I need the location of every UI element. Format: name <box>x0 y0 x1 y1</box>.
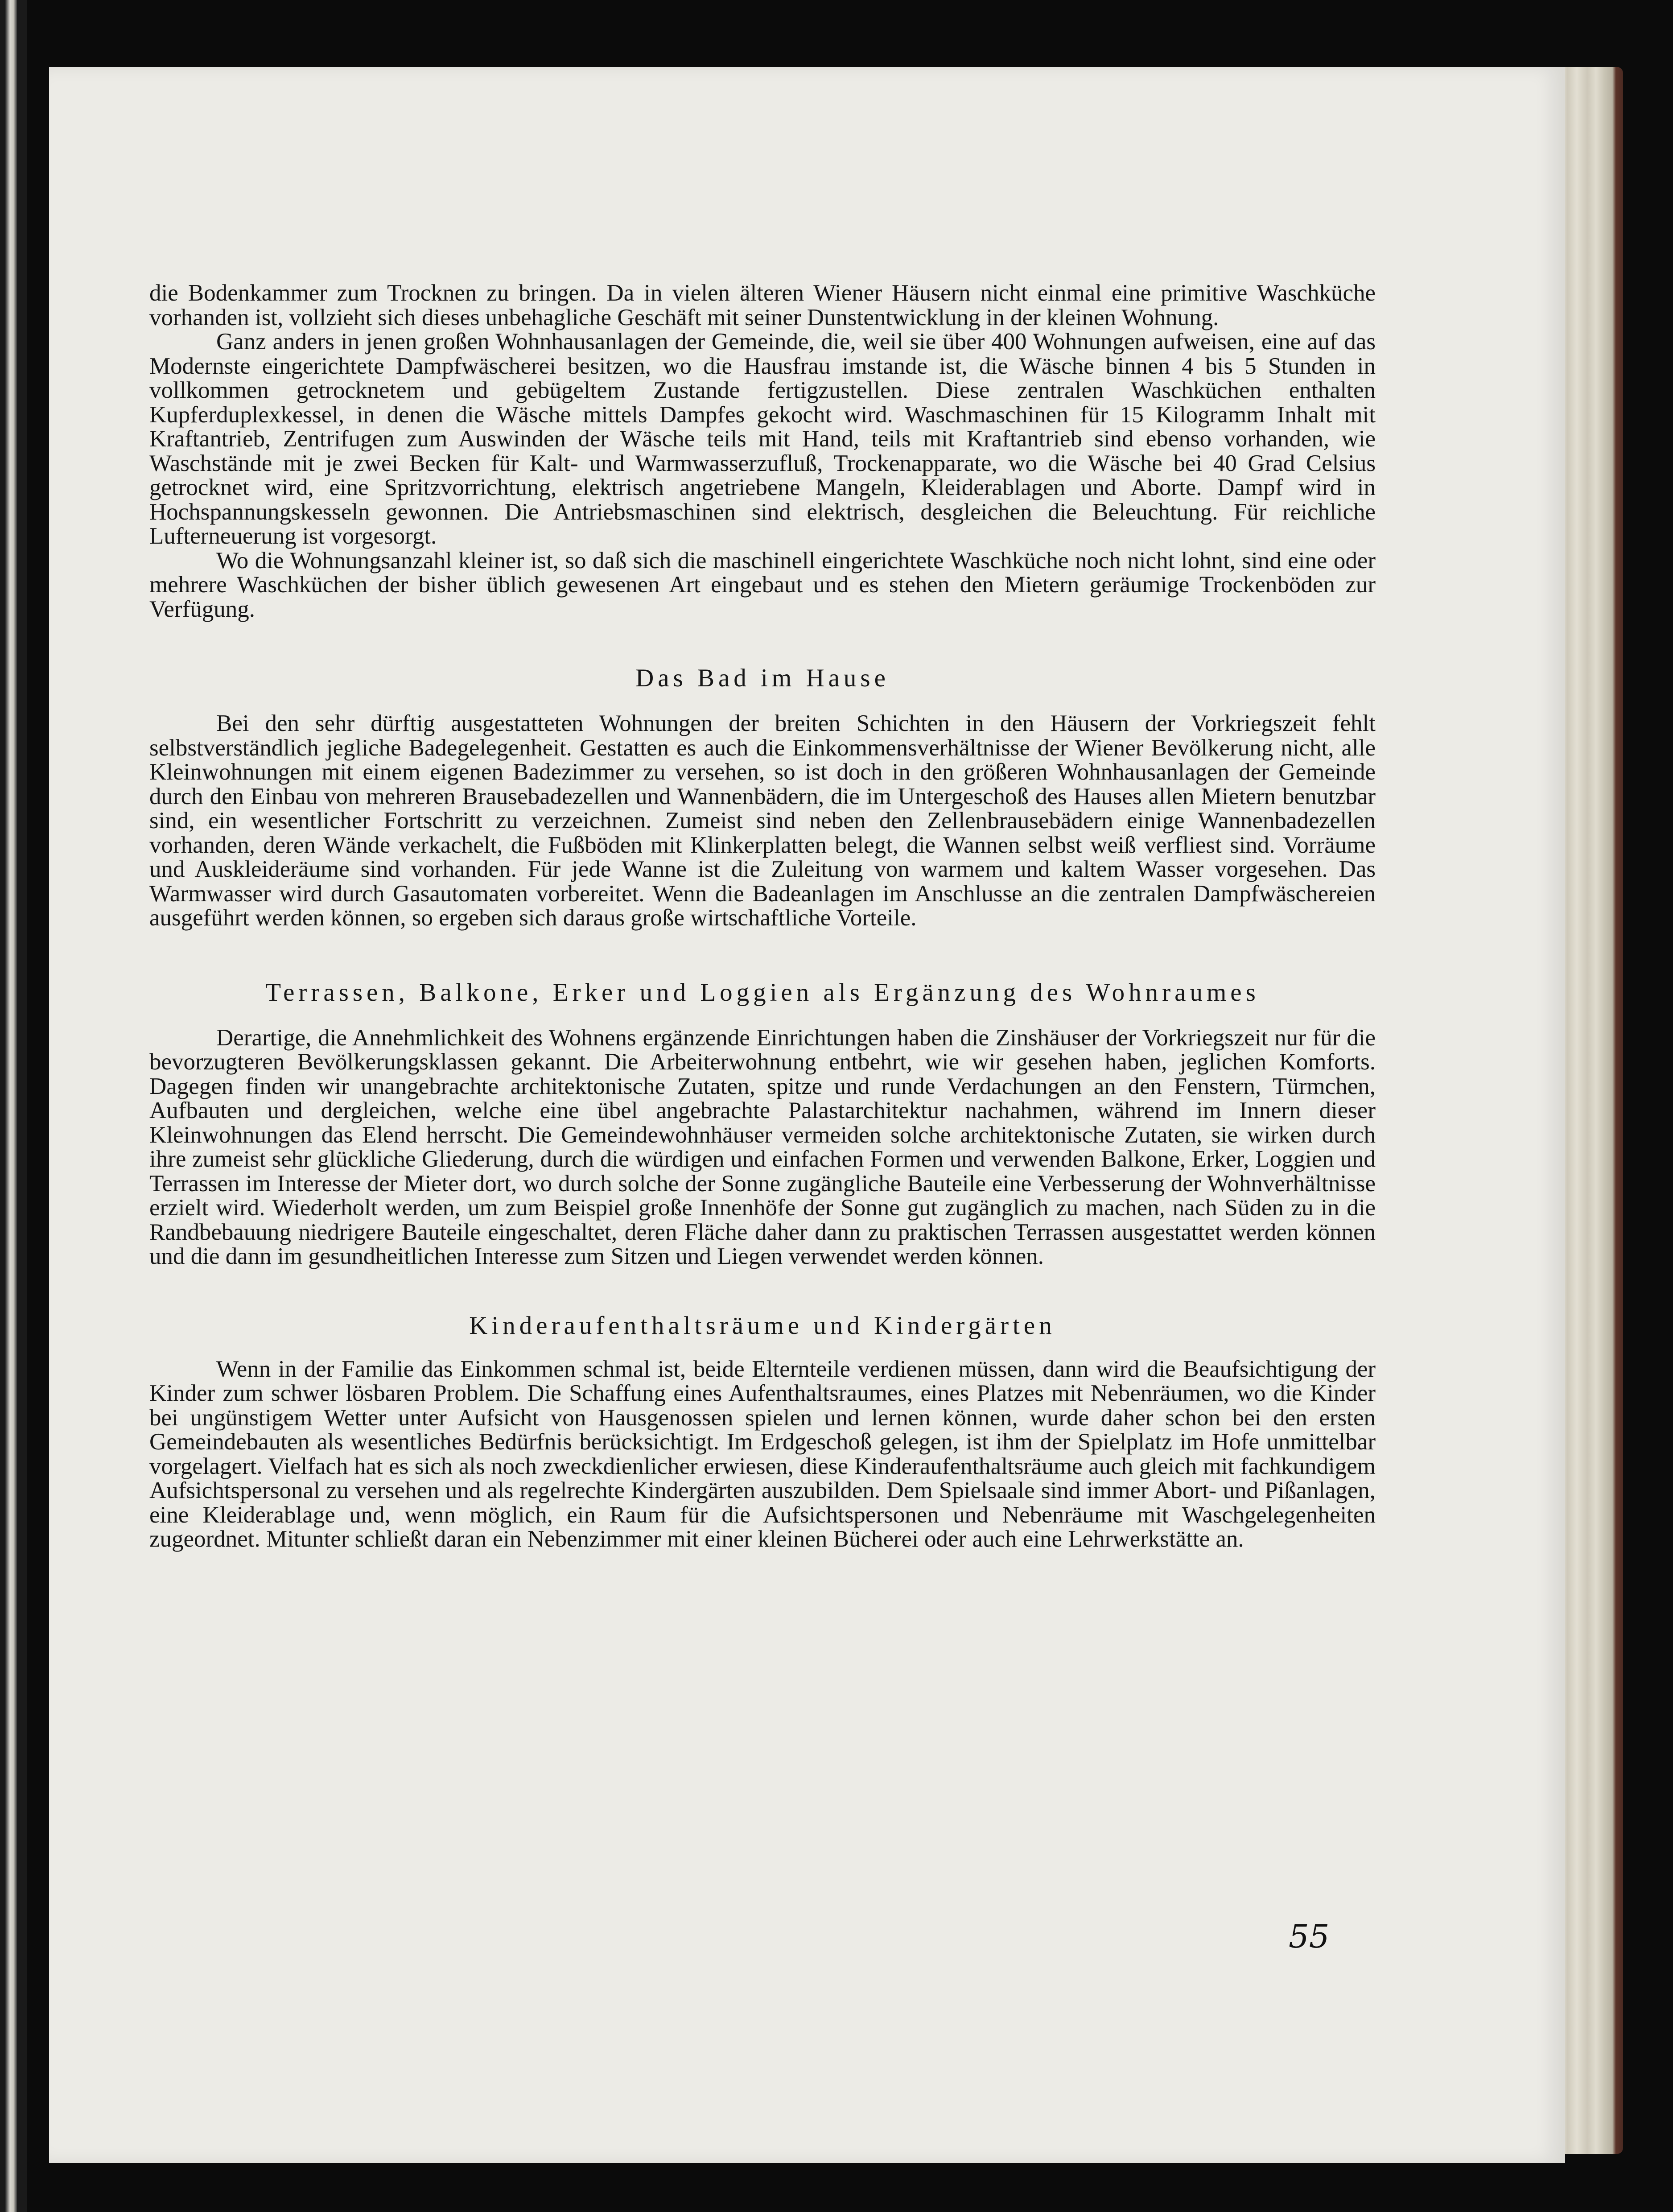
paragraph-kinder: Wenn in der Familie das Einkommen schmal ist, beide Elternteile verdienen müssen, dann wird die Beaufsichtigung der Kinder zum schwer lösbaren Problem. Die Schaffung eines Aufenthaltsraumes, eines Platzes mit Nebenräumen, wo die Kinder bei ungünstigem Wetter unter Aufsicht von Hausgenossen spielen und lernen können, wurde daher schon bei den ersten Gemeindebauten als wesentliches Bedürfnis berücksichtigt. Im Erdgeschoß gelegen, ist ihm der Spielplatz im Hofe unmittelbar vorgelagert. Vielfach hat es sich als noch zweckdienlicher erwiesen, diese Kinderaufenthaltsräume auch gleich mit fachkundigem Aufsichtspersonal zu versehen und als regelrechte Kindergärten auszubilden. Dem Spielsaale sind immer Abort- und Pißanlagen, eine Kleiderablage und, wenn möglich, ein Raum für die Aufsichtspersonen und Nebenräume mit Waschgelegenheiten zugeordnet. Mitunter schließt daran ein Nebenzimmer mit einer kleinen Bücherei oder auch eine Lehrwerkstätte an. <box>149 1356 1376 1552</box>
intro-paragraph-2: Ganz anders in jenen großen Wohnhausanlagen der Gemeinde, die, weil sie über 400 Wohnungen aufweisen, eine auf das Modernste eingerichtete Dampfwäscherei besitzen, wo die Hausfrau imstande ist, die Wäsche binnen 4 bis 5 Stunden in vollkommen getrocknetem und gebügeltem Zustande fertigzustellen. Diese zentralen Waschküchen enthalten Kupferduplexkessel, in denen die Wäsche mittels Dampfes gekocht wird. Waschmaschinen für 15 Kilogramm Inhalt mit Kraftantrieb, Zentrifugen zum Auswinden der Wäsche teils mit Hand, teils mit Kraftantrieb sind ebenso vorhanden, wie Waschstände mit je zwei Becken für Kalt- und Warmwasserzufluß, Trockenapparate, wo die Wäsche bei 40 Grad Celsius getrocknet wird, eine Spritzvorrichtung, elektrisch angetriebene Mangeln, Kleiderablagen und Aborte. Dampf wird in Hochspannungskesseln gewonnen. Die Antriebsmaschinen sind elektrisch, desgleichen die Beleuchtung. Für reichliche Lufterneuerung ist vorgesorgt. <box>149 329 1376 549</box>
page-text-block <box>149 281 1376 1552</box>
book-page <box>49 67 1565 2163</box>
intro-paragraph-1: die Bodenkammer zum Trocknen zu bringen. Da in vielen älteren Wiener Häusern nicht einmal eine primitive Waschküche vorhanden ist, vollzieht sich dieses unbehagliche Geschäft mit seiner Dunstentwicklung in der kleinen Wohnung. <box>149 280 1376 330</box>
paragraph-bad: Bei den sehr dürftig ausgestatteten Wohnungen der breiten Schichten in den Häusern der Vorkriegszeit fehlt selbstverständlich jegliche Badegelegenheit. Gestatten es auch die Einkommensverhältnisse der Wiener Bevölkerung nicht, alle Kleinwohnungen mit einem eigenen Badezimmer zu versehen, so ist doch in den größeren Wohnhausanlagen der Gemeinde durch den Einbau von mehreren Brausebadezellen und Wannenbädern, die im Untergeschoß des Hauses allen Mietern benutzbar sind, ein wesentlicher Fortschritt zu verzeichnen. Zumeist sind neben den Zellenbrausebädern einige Wannenbadezellen vorhanden, deren Wände verkachelt, die Fußböden mit Klinkerplatten belegt, die Wannen selbst weiß verfliest sind. Vorräume und Auskleideräume sind vorhanden. Für jede Wanne ist die Zuleitung von warmem und kaltem Wasser vorgesehen. Das Warmwasser wird durch Gasautomaten vorbereitet. Wenn die Badeanlagen im Anschlusse an die zentralen Dampfwäschereien ausgeführt werden können, so ergeben sich daraus große wirtschaftliche Vorteile. <box>149 710 1376 931</box>
paragraph-terrassen: Derartige, die Annehmlichkeit des Wohnens ergänzende Einrichtungen haben die Zinshäuser der Vorkriegszeit nur für die bevorzugteren Bevölkerungsklassen gekannt. Die Arbeiterwohnung entbehrt, wie wir gesehen haben, jeglichen Komforts. Dagegen finden wir unangebrachte architektonische Zutaten, spitze und runde Verdachungen an den Fenstern, Türmchen, Aufbauten und dergleichen, welche eine übel angebrachte Palastarchitektur nachahmen, während im Innern dieser Kleinwohnungen das Elend herrscht. Die Gemeindewohnhäuser vermeiden solche architektonische Zutaten, sie wirken durch ihre zumeist sehr glückliche Gliederung, durch die würdigen und einfachen Formen und verwenden Balkone, Erker, Loggien und Terrassen im Interesse der Mieter dort, wo durch solche der Sonne zugängliche Bauteile eine Verbesserung der Wohnverhältnisse erzielt wird. Wiederholt werden, um zum Beispiel große Innenhöfe der Sonne gut zugänglich zu machen, nach Süden zu in die Randbebauung niedrigere Bauteile eingeschaltet, deren Fläche daher dann zu praktischen Terrassen ausgestattet werden können und die dann im gesundheitlichen Interesse zum Sitzen und Liegen verwendet werden können. <box>149 1024 1376 1269</box>
heading-terrassen: Terrassen, Balkone, Erker und Loggien als Ergänzung des Wohnraumes <box>265 978 1260 1007</box>
intro-paragraph-3: Wo die Wohnungsanzahl kleiner ist, so daß sich die maschinell eingerichtete Waschküche noch nicht lohnt, sind eine oder mehrere Waschküchen der bisher üblich gewesenen Art eingebaut und es stehen den Mietern geräumige Trockenböden zur Verfügung. <box>149 547 1376 622</box>
left-page-edge <box>0 0 27 2212</box>
heading-kinder: Kinderaufenthaltsräume und Kindergärten <box>469 1311 1056 1340</box>
page-number: 55 <box>1289 1918 1330 1955</box>
heading-bad-im-hause: Das Bad im Hause <box>635 664 890 692</box>
